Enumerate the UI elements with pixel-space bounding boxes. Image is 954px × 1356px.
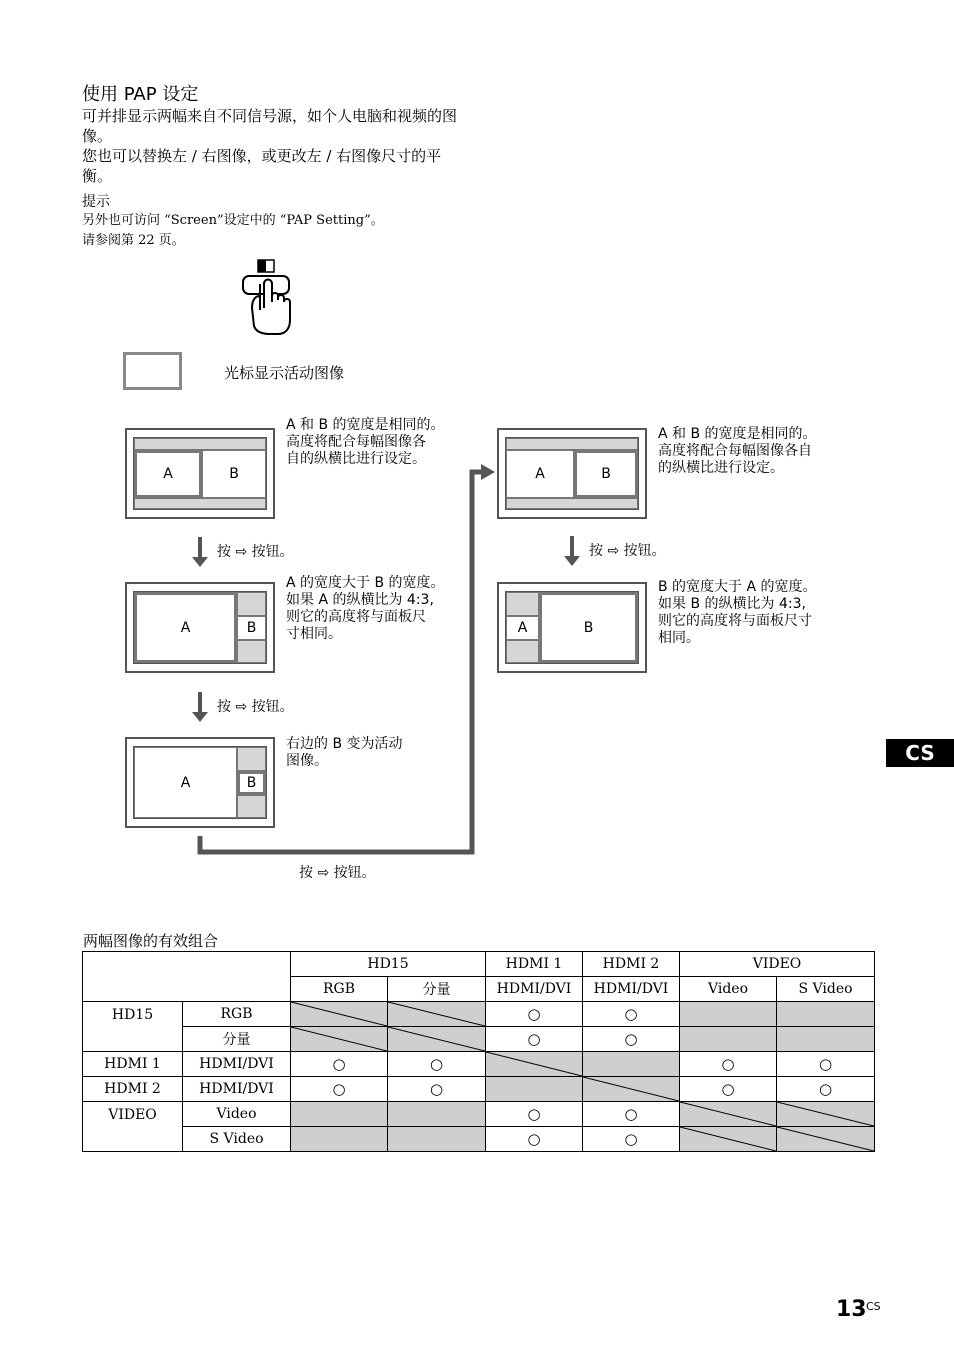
cell-same-source [388, 1027, 486, 1052]
cell-na [777, 1027, 875, 1052]
cell-ok: ○ [680, 1077, 777, 1102]
table-subheader: RGB [291, 977, 388, 1002]
cell-ok: ○ [777, 1077, 875, 1102]
pap-button-press-icon [238, 256, 298, 338]
cell-same-source [291, 1002, 388, 1027]
combination-table [82, 951, 875, 1152]
press-instruction: 按 ⇨ 按钮。 [217, 699, 294, 715]
cell-ok: ○ [583, 1002, 680, 1027]
cell-same-source [777, 1127, 875, 1152]
row-label: 分量 [183, 1027, 291, 1052]
pane-a: A [506, 450, 574, 498]
cell-na [777, 1002, 875, 1027]
step-1-description: A 和 B 的宽度是相同的。 高度将配合每幅图像各 自的纵横比进行设定。 [286, 417, 445, 467]
table-subheader: Video [680, 977, 777, 1002]
combination-table-title: 两幅图像的有效组合 [83, 932, 219, 950]
down-arrow-icon [563, 536, 581, 568]
pane-b: B [574, 450, 638, 498]
cell-ok: ○ [388, 1077, 486, 1102]
cell-ok: ○ [583, 1102, 680, 1127]
pane-b: B [202, 450, 266, 498]
cell-na [680, 1002, 777, 1027]
diagram-b-wider [497, 582, 647, 673]
tip-line-1: 另外也可访问 “Screen”设定中的 “PAP Setting”。 [82, 213, 384, 228]
cell-same-source [583, 1077, 680, 1102]
pane-a: A [134, 592, 237, 663]
cell-na [291, 1102, 388, 1127]
cell-ok: ○ [777, 1052, 875, 1077]
press-instruction: 按 ⇨ 按钮。 [299, 865, 376, 881]
cell-na [388, 1102, 486, 1127]
cursor-legend-label: 光标显示活动图像 [224, 364, 345, 382]
cell-same-source [680, 1102, 777, 1127]
page-number: 13 [836, 1297, 867, 1322]
cell-ok: ○ [486, 1002, 583, 1027]
press-instruction: 按 ⇨ 按钮。 [217, 544, 294, 560]
pane-a: A [506, 616, 539, 640]
table-subheader: HDMI/DVI [583, 977, 680, 1002]
cell-ok: ○ [680, 1052, 777, 1077]
row-label: HDMI/DVI [183, 1077, 291, 1102]
cell-same-source [388, 1002, 486, 1027]
press-instruction: 按 ⇨ 按钮。 [589, 543, 666, 559]
cell-na [486, 1077, 583, 1102]
cell-same-source [777, 1102, 875, 1127]
cursor-legend-box [123, 352, 182, 390]
cell-na [583, 1052, 680, 1077]
table-header: HD15 [291, 952, 486, 977]
table-subheader: S Video [777, 977, 875, 1002]
table-subheader: 分量 [388, 977, 486, 1002]
row-label: HDMI/DVI [183, 1052, 291, 1077]
cell-ok: ○ [291, 1052, 388, 1077]
cell-ok: ○ [583, 1027, 680, 1052]
tip-heading: 提示 [82, 194, 110, 210]
table-header: HDMI 2 [583, 952, 680, 977]
step-4-description: A 和 B 的宽度是相同的。 高度将配合每幅图像各自 的纵横比进行设定。 [658, 426, 817, 476]
cell-same-source [680, 1127, 777, 1152]
pane-a: A [134, 747, 237, 818]
table-header: VIDEO [680, 952, 875, 977]
row-label: Video [183, 1102, 291, 1127]
cell-na [388, 1127, 486, 1152]
intro-paragraph-2: 您也可以替换左 / 右图像，或更改左 / 右图像尺寸的平衡。 [82, 147, 442, 185]
cell-same-source [291, 1027, 388, 1052]
cell-ok: ○ [388, 1052, 486, 1077]
row-group-label: HD15 [83, 1002, 183, 1052]
cell-ok: ○ [583, 1127, 680, 1152]
cell-ok: ○ [291, 1077, 388, 1102]
row-group-label: HDMI 1 [83, 1052, 183, 1077]
flow-connector-arrow-icon [195, 462, 500, 862]
page-title: 使用 PAP 设定 [82, 84, 199, 105]
cell-na [291, 1127, 388, 1152]
tip-line-2: 请参阅第 22 页。 [82, 233, 185, 248]
table-subheader: HDMI/DVI [486, 977, 583, 1002]
cell-same-source [486, 1052, 583, 1077]
pane-b: B [539, 592, 638, 663]
row-group-label: HDMI 2 [83, 1077, 183, 1102]
row-group-label: VIDEO [83, 1102, 183, 1152]
intro-paragraph-1: 可并排显示两幅来自不同信号源，如个人电脑和视频的图像。 [82, 107, 458, 145]
cell-na [680, 1027, 777, 1052]
table-header: HDMI 1 [486, 952, 583, 977]
cell-ok: ○ [486, 1102, 583, 1127]
pane-b: B [237, 616, 266, 640]
step-5-description: B 的宽度大于 A 的宽度。 如果 B 的纵横比为 4:3, 则它的高度将与面板尺寸 相同。 [658, 579, 817, 646]
page-number-suffix: CS [866, 1300, 881, 1313]
row-label: RGB [183, 1002, 291, 1027]
step-3-description: 右边的 B 变为活动 图像。 [286, 736, 403, 769]
cell-ok: ○ [486, 1027, 583, 1052]
table-corner [83, 952, 291, 1002]
step-2-description: A 的宽度大于 B 的宽度。 如果 A 的纵横比为 4:3, 则它的高度将与面板尺 寸相同。 [286, 575, 445, 642]
pane-b: B [237, 771, 266, 795]
row-label: S Video [183, 1127, 291, 1152]
pane-a: A [134, 450, 202, 498]
cell-ok: ○ [486, 1127, 583, 1152]
language-tab: CS [886, 739, 954, 767]
diagram-equal-width-b-active [497, 428, 647, 519]
